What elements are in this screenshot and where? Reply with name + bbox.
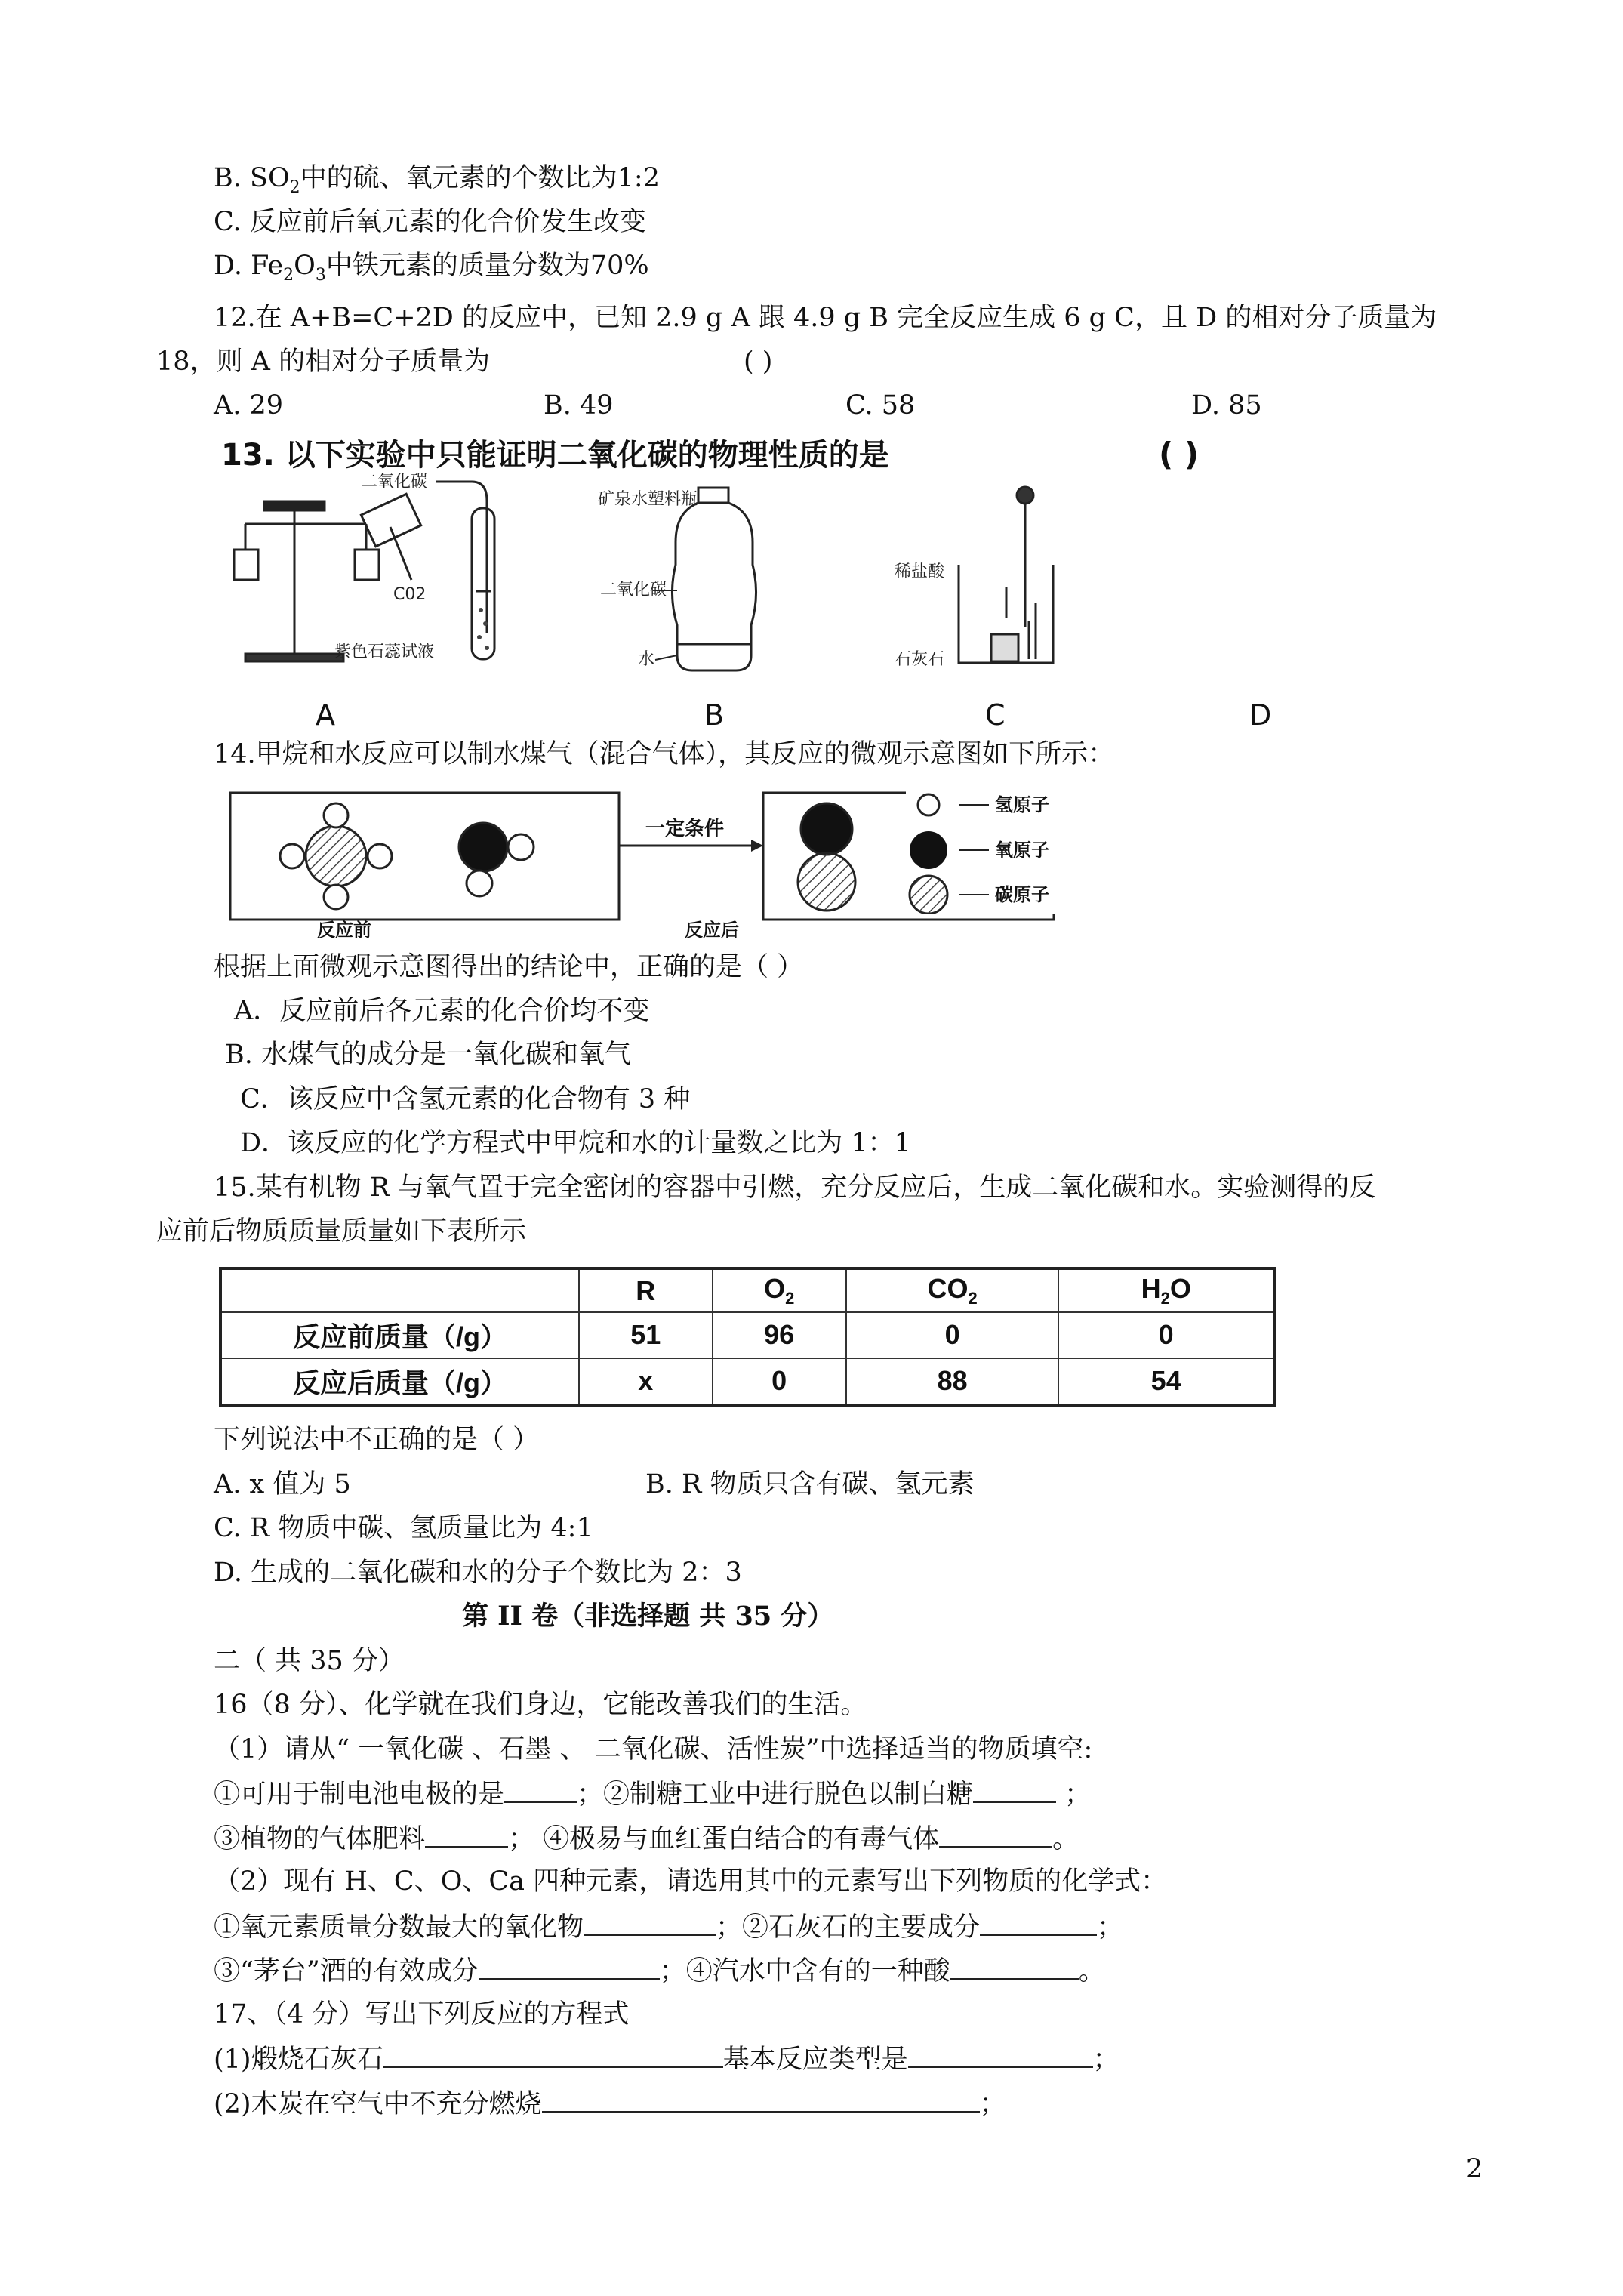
q16-line1: ①可用于制电池电极的是 ；②制糖工业中进行脱色以制白糖 ； (214, 1776, 1091, 1812)
q11-option-d: D. $Fe_2O_3$中铁元素的质量分数为70% (214, 251, 649, 285)
answer-blank[interactable] (542, 2085, 980, 2113)
legend-oxygen-label: 氧原子 (995, 840, 1049, 861)
q17-line2: (2)木炭在空气中不充分燃烧 ； (214, 2085, 1006, 2122)
q11-option-c: C. 反应前后氧元素的化合价发生改变 (214, 207, 646, 237)
answer-blank[interactable] (939, 1820, 1052, 1848)
answer-blank[interactable] (383, 2041, 723, 2068)
table-header-cell: $H_2O$ (1058, 1268, 1274, 1312)
q14-after-label: 反应后 (685, 920, 739, 940)
section-ii-subtitle: 二（ 共 35 分） (214, 1646, 405, 1676)
q16-part1-prompt: （1）请从“ 一氧化碳 、石墨 、 二氧化碳、活性炭”中选择适当的物质填空: (214, 1734, 1093, 1764)
table-header-cell: R (579, 1268, 713, 1312)
table-header-row (220, 1268, 1274, 1312)
answer-blank[interactable] (950, 1952, 1079, 1980)
q16-line2: ③植物的气体肥料 ； ④极易与血红蛋白结合的有毒气体 。 (214, 1820, 1079, 1857)
q13-c-water-label: 水 (638, 650, 655, 669)
q12-answer-paren: ( ) (744, 347, 773, 377)
q15-mass-table (219, 1267, 1276, 1407)
hydrogen-atom-icon (324, 803, 348, 827)
q13-letter-a: A (316, 698, 335, 731)
oxygen-atom-icon (459, 823, 507, 871)
legend-carbon-icon (910, 876, 947, 914)
q12-stem-line1: 12.在 A+B=C+2D 的反应中，已知 2.9 g A 跟 4.9 g B 完全反应生成 6 g C，且 D 的相对分子质量为 (214, 303, 1437, 333)
q16-part2-prompt: （2）现有 H、C、O、Ca 四种元素，请选用其中的元素写出下列物质的化学式： (214, 1866, 1168, 1897)
table-cell: 88 (846, 1358, 1059, 1405)
table-cell: 反应后质量（/g） (220, 1358, 579, 1405)
legend-carbon-label: 碳原子 (995, 884, 1049, 905)
q13-title: 13. 以下实验中只能证明二氧化碳的物理性质的是 (221, 438, 889, 473)
q14-before-label: 反应前 (317, 920, 371, 940)
q14-arrow-label: 一定条件 (645, 818, 725, 840)
answer-blank[interactable] (425, 1820, 508, 1848)
q13-letter-b: B (704, 698, 725, 731)
q14-option-d: D．该反应的化学方程式中甲烷和水的计量数之比为 1：1 (240, 1128, 911, 1158)
answer-blank[interactable] (584, 1909, 716, 1936)
q14-stem: 14.甲烷和水反应可以制水煤气（混合气体），其反应的微观示意图如下所示： (214, 739, 1115, 769)
q12-option-d: D. 85 (1191, 390, 1262, 421)
q16-line4: ③“茅台”酒的有效成分 ；④汽水中含有的一种酸 。 (214, 1952, 1105, 1989)
table-cell: 反应前质量（/g） (220, 1312, 579, 1358)
q14-legend (906, 785, 1155, 914)
table-cell: 0 (846, 1312, 1059, 1358)
q14-option-a: A．反应前后各元素的化合价均不变 (234, 996, 650, 1026)
table-cell: 96 (713, 1312, 846, 1358)
table-header-cell (220, 1268, 579, 1312)
q17-line1: (1)煅烧石灰石 基本反应类型是 ； (214, 2041, 1119, 2077)
table-row (220, 1312, 1274, 1358)
q13-apparatus-c (672, 488, 756, 670)
table-cell: 51 (579, 1312, 713, 1358)
q13-figure (215, 429, 1417, 731)
answer-blank[interactable] (973, 1776, 1056, 1803)
q14-question: 根据上面微观示意图得出的结论中，正确的是（ ） (214, 952, 804, 982)
q12-option-a: A. 29 (214, 390, 284, 421)
q15-option-b: B. R 物质只含有碳、氢元素 (645, 1469, 975, 1499)
q13-d-stone-label: 石灰石 (895, 650, 945, 669)
q11-option-b: B. $SO_2$中的硫、氧元素的个数比为1:2 (214, 163, 660, 197)
q15-option-d: D. 生成的二氧化碳和水的分子个数比为 2：3 (214, 1558, 742, 1588)
q14-option-b: B. 水煤气的成分是一氧化碳和氧气 (225, 1040, 631, 1070)
q13-c-bottle-label: 矿泉水塑料瓶 (598, 490, 698, 509)
q13-apparatus-d (959, 487, 1053, 663)
table-cell: x (579, 1358, 713, 1405)
q13-c-gas-label: 二氧化碳 (600, 581, 667, 599)
answer-blank[interactable] (908, 2041, 1093, 2068)
q13-d-acid-label: 稀盐酸 (895, 562, 945, 581)
q13-b-liquid-label: 紫色石蕊试液 (334, 643, 435, 661)
q13-b-gas-label: 二氧化碳 (361, 473, 428, 492)
section-ii-title: 第 II 卷（非选择题 共 35 分） (462, 1601, 834, 1632)
answer-blank[interactable] (479, 1952, 660, 1980)
q15-option-c: C. R 物质中碳、氢质量比为 4:1 (214, 1513, 593, 1543)
q16-line3: ①氧元素质量分数最大的氧化物 ；②石灰石的主要成分 ； (214, 1909, 1123, 1945)
answer-blank[interactable] (980, 1909, 1097, 1936)
q16-intro: 16（8 分）、化学就在我们身边，它能改善我们的生活。 (214, 1690, 867, 1720)
carbon-atom-icon (306, 826, 366, 886)
legend-hydrogen-icon (918, 794, 939, 815)
q12-stem-line2: 18，则 A 的相对分子质量为 (156, 347, 491, 377)
table-cell: 54 (1058, 1358, 1274, 1405)
q13-apparatus-b (436, 482, 494, 659)
table-header-cell: $CO_2$ (846, 1268, 1059, 1312)
q15-stem-line1: 15.某有机物 R 与氧气置于完全密闭的容器中引燃，充分反应后，生成二氧化碳和水。实验测得的反 (214, 1173, 1376, 1203)
q14-option-c: C．该反应中含氢元素的化合物有 3 种 (240, 1084, 691, 1114)
q13-letter-d: D (1249, 698, 1272, 731)
q12-option-c: C. 58 (845, 390, 916, 421)
table-header-cell: $O_2$ (713, 1268, 846, 1312)
q13-answer-paren: ( ) (1159, 436, 1200, 473)
q15-stem-line2: 应前后物质质量质量如下表所示 (156, 1216, 527, 1247)
page-number: 2 (1466, 2154, 1483, 2184)
q13-a-gas-label: C02 (393, 585, 427, 604)
q13-letter-c: C (985, 698, 1006, 731)
q15-question: 下列说法中不正确的是（ ） (214, 1425, 540, 1455)
legend-oxygen-icon (910, 831, 947, 869)
answer-blank[interactable] (504, 1776, 577, 1803)
q12-option-b: B. 49 (544, 390, 614, 421)
legend-hydrogen-label: 氢原子 (995, 794, 1049, 815)
q17-intro: 17、（4 分）写出下列反应的方程式 (214, 1999, 630, 2029)
table-cell: 0 (713, 1358, 846, 1405)
table-row (220, 1358, 1274, 1405)
table-cell: 0 (1058, 1312, 1274, 1358)
q13-apparatus-a (234, 494, 421, 661)
q15-option-a: A. x 值为 5 (214, 1469, 351, 1499)
